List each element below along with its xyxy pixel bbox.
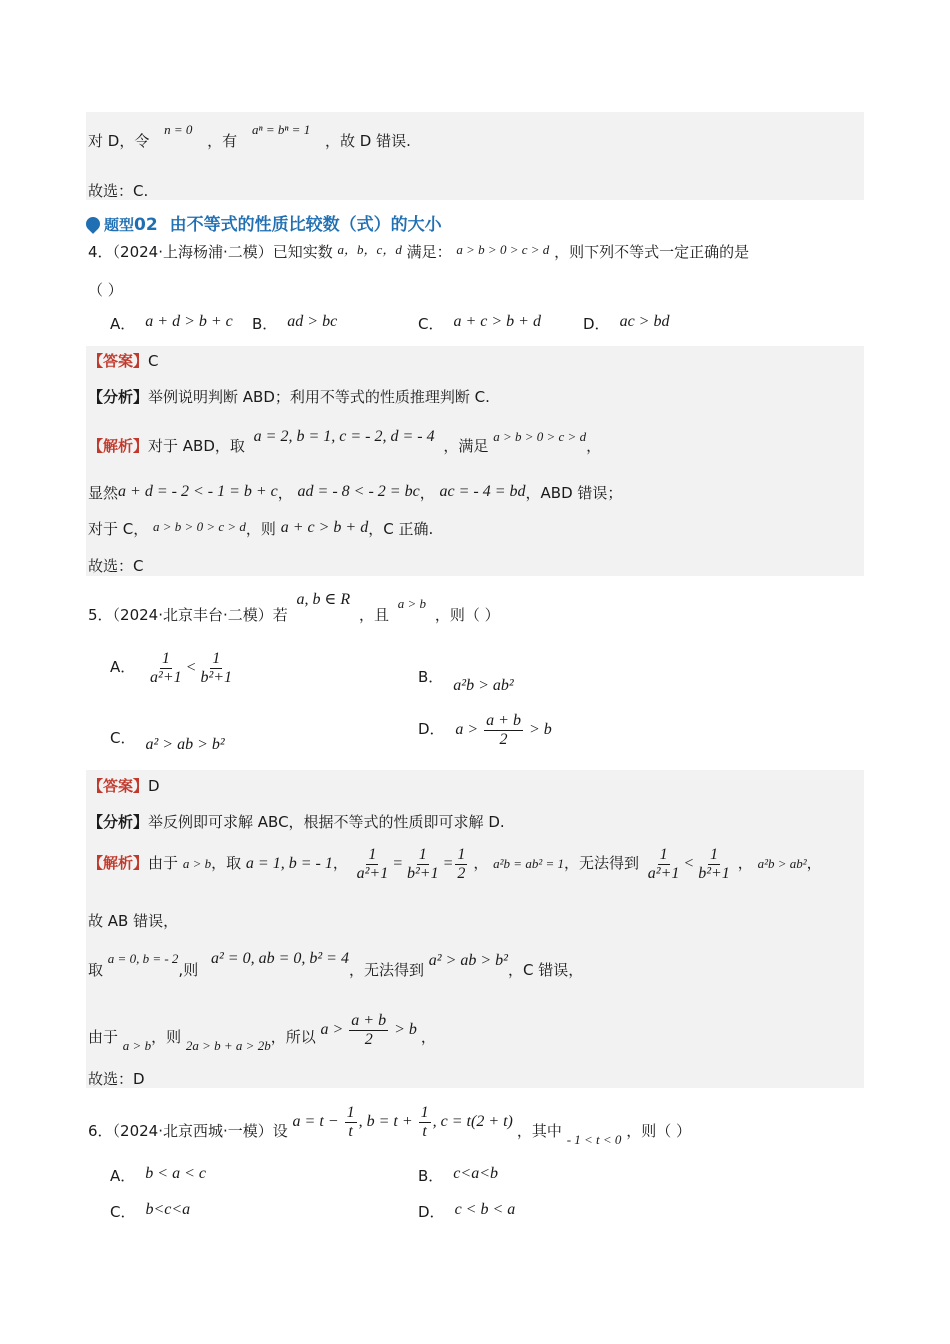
q4-paren: （ ）	[88, 281, 123, 299]
prev-solution-line-1: 对 D，令 n = 0 ，有 aⁿ = bⁿ = 1 ，故 D 错误.	[88, 122, 411, 150]
q5-option-d-expr: a > $\frac{a + b}{2}$ > b	[455, 712, 552, 748]
q5-option-a[interactable]: A． $\frac{1}{\text{a²+1}}$ < $\frac{1}{\text{b²+1}}$	[110, 650, 236, 687]
q5-option-b[interactable]: B． a²b > ab²	[418, 668, 514, 694]
q5-sol3-target: a > $\frac{a + b}{2}$ > b	[320, 1012, 421, 1048]
q4-option-c[interactable]: C． a + c > b + d	[418, 313, 541, 333]
q5-solution-3: 由于 a > b，则 2a > b + a > 2b，所以 a > $\frac{a + b}{2}$ > b ，	[88, 1012, 436, 1054]
location-pin-icon	[83, 214, 103, 234]
q5-solution-1: 【解析】由于 a > b，取 a = 1, b = - 1， $\frac{1}{\text{a²+1}}$ = $\frac{1}{\text{b²+1}}$ = $\frac{1}{2}$ ， a²b = ab² = 1，无法得到 $\frac{1}{\text{a²+1}}$ < $\frac{1}{\text{b²+1}}$ ， a²b > ab²，	[88, 846, 822, 882]
q5-analysis: 【分析】举反例即可求解 ABC，根据不等式的性质即可求解 D.	[88, 813, 505, 831]
q4-option-d[interactable]: D． ac > bd	[583, 313, 670, 333]
q4-solution-3: 对于 C， a > b > 0 > c > d，则 a + c > b + d，C 正确.	[88, 519, 434, 538]
math-cond: n = 0	[164, 122, 193, 137]
q4-final: 故选：C	[88, 557, 144, 575]
q6-option-b[interactable]: B． c<a<b	[418, 1165, 498, 1185]
q4-analysis: 【分析】举例说明判断 ABD；利用不等式的性质推理判断 C.	[88, 388, 490, 406]
math-eq: aⁿ = bⁿ = 1	[251, 122, 311, 137]
q6-stem: 6．（2024·北京西城·一模）设 a = t − $\frac{1}{t}$ , b = t + $\frac{1}{t}$ , c = t(2 + t) ，其中 - 1 < t < 0 ，则（ ）	[88, 1104, 691, 1148]
q5-final: 故选：D	[88, 1070, 145, 1088]
q6-defs: a = t − $\frac{1}{t}$ , b = t + $\frac{1}{t}$ , c = t(2 + t)	[292, 1104, 517, 1140]
q5-answer: 【答案】D	[88, 777, 160, 795]
q4-solution-band	[86, 346, 864, 576]
q5-option-d[interactable]: D． a > $\frac{a + b}{2}$ > b	[418, 712, 552, 748]
q6-option-d[interactable]: D． c < b < a	[418, 1201, 516, 1221]
q5-option-a-expr: $\frac{1}{\text{a²+1}}$ < $\frac{1}{\text{b²+1}}$	[150, 650, 233, 686]
q5-sol1-fraction-eq: $\frac{1}{\text{a²+1}}$ = $\frac{1}{\text{b²+1}}$ = $\frac{1}{2}$	[356, 846, 466, 882]
q6-option-a[interactable]: A． b < a < c	[110, 1165, 206, 1185]
q4-answer: 【答案】C	[88, 352, 159, 370]
q6-option-c[interactable]: C． b<c<a	[110, 1201, 191, 1221]
prev-final-answer: 故选：C.	[88, 182, 149, 200]
q5-solution-2: 取 a = 0, b = - 2,则 a² = 0, ab = 0, b² = 4，无法得到 a² > ab > b²，C 错误，	[88, 950, 584, 979]
q4-option-a[interactable]: A． a + d > b + c	[110, 313, 233, 333]
q5-stem: 5．（2024·北京丰台·二模）若 a, b ∈ R ，且 a > b ，则（ ）	[88, 591, 500, 624]
q4-solution-1: 【解析】对于 ABD，取 a = 2, b = 1, c = - 2, d = - 4 ，满足 a > b > 0 > c > d，	[88, 428, 602, 455]
q4-option-b[interactable]: B． ad > bc	[252, 313, 338, 333]
q5-sol1-target: $\frac{1}{\text{a²+1}}$ < $\frac{1}{\text{b²+1}}$	[647, 846, 730, 882]
q5-solution-1b: 故 AB 错误，	[88, 912, 179, 930]
q4-stem: 4．（2024·上海杨浦·二模）已知实数 a，b，c，d 满足： a > b > 0 > c > d ，则下列不等式一定正确的是	[88, 242, 750, 261]
solution-band-prev	[86, 112, 864, 200]
q4-solution-2: 显然a + d = - 2 < - 1 = b + c， ad = - 8 < - 2 = bc， ac = - 4 = bd，ABD 错误；	[88, 483, 623, 502]
section-heading: 题型02 由不等式的性质比较数（式）的大小	[86, 210, 442, 235]
q5-option-c[interactable]: C． a² > ab > b²	[110, 729, 225, 753]
